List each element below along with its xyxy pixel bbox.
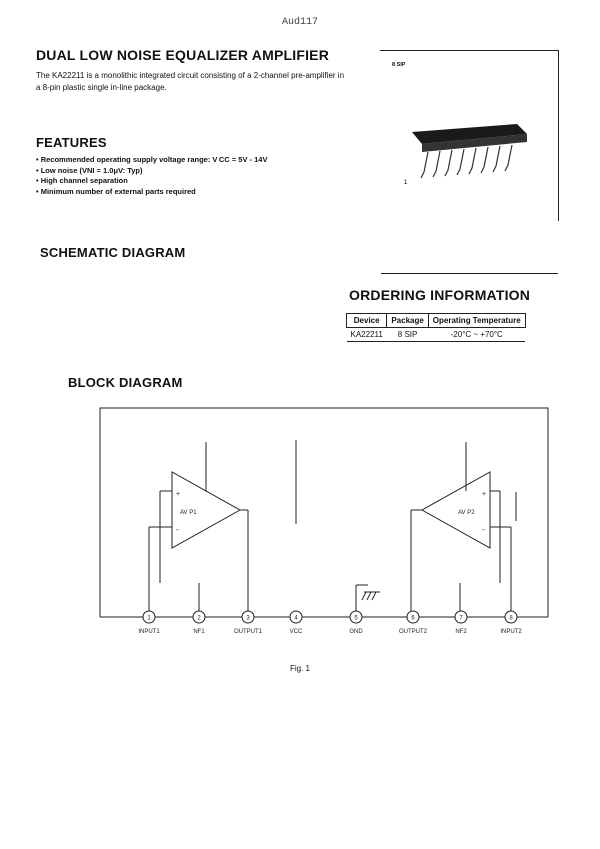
ordering-heading: ORDERING INFORMATION	[349, 287, 531, 303]
cell-package: 8 SIP	[387, 328, 428, 342]
pin-2-number: 2	[197, 615, 201, 622]
package-label: 8 SIP	[392, 62, 406, 68]
amp1-plus: +	[176, 491, 181, 498]
pin-3-name: OUTPUT1	[233, 629, 263, 635]
pin-1-number: 1	[147, 615, 151, 622]
pin-4-number: 4	[294, 615, 298, 622]
amp1-label: AV P1	[180, 510, 197, 516]
amp2-label: AV P2	[458, 510, 475, 516]
pin-3-number: 3	[246, 615, 250, 622]
feature-item: • High channel separation	[36, 176, 267, 187]
pin-6-name: OUTPUT2	[398, 629, 428, 635]
col-package: Package	[387, 314, 428, 328]
feature-item: • Recommended operating supply voltage range: V CC = 5V - 14V	[36, 155, 267, 166]
features-heading: FEATURES	[36, 135, 107, 150]
pin-8-name: INPUT2	[500, 629, 522, 635]
pin-5-name: GND	[349, 629, 363, 635]
product-description: The KA22211 is a monolithic integrated circuit consisting of a 2-channel pre-amplifier in a 8-pin plastic single in-line package.	[36, 71, 345, 92]
feature-item: • Minimum number of external parts required	[36, 187, 267, 198]
pin-7-name: NF2	[455, 629, 467, 635]
pin-6-number: 6	[411, 615, 415, 622]
block-diagram-heading: BLOCK DIAGRAM	[68, 375, 183, 390]
cell-temperature: -20°C ~ +70°C	[428, 328, 525, 342]
amp2-plus: +	[482, 491, 487, 498]
pin-one-marker: 1	[404, 180, 408, 186]
document-id: Aud117	[281, 17, 318, 28]
pin-4-name: VCC	[289, 629, 303, 635]
cell-device: KA22211	[347, 328, 387, 342]
amp1-minus: -	[176, 525, 179, 534]
feature-item: • Low noise (VNI = 1.0μV: Typ)	[36, 166, 267, 177]
pin-1-name: INPUT1	[138, 629, 160, 635]
figure-caption: Fig. 1	[289, 664, 310, 673]
col-device: Device	[347, 314, 387, 328]
pin-2-name: NF1	[193, 629, 205, 635]
amplifier-2-triangle	[422, 472, 490, 548]
pin-5-number: 5	[354, 615, 358, 622]
schematic-heading: SCHEMATIC DIAGRAM	[40, 245, 186, 260]
col-operating-temperature: Operating Temperature	[428, 314, 525, 328]
product-title: DUAL LOW NOISE EQUALIZER AMPLIFIER	[36, 47, 330, 63]
pin-7-number: 7	[459, 615, 463, 622]
diagram-frame	[100, 408, 548, 617]
pin-8-number: 8	[509, 615, 513, 622]
amp2-minus: -	[482, 525, 485, 534]
